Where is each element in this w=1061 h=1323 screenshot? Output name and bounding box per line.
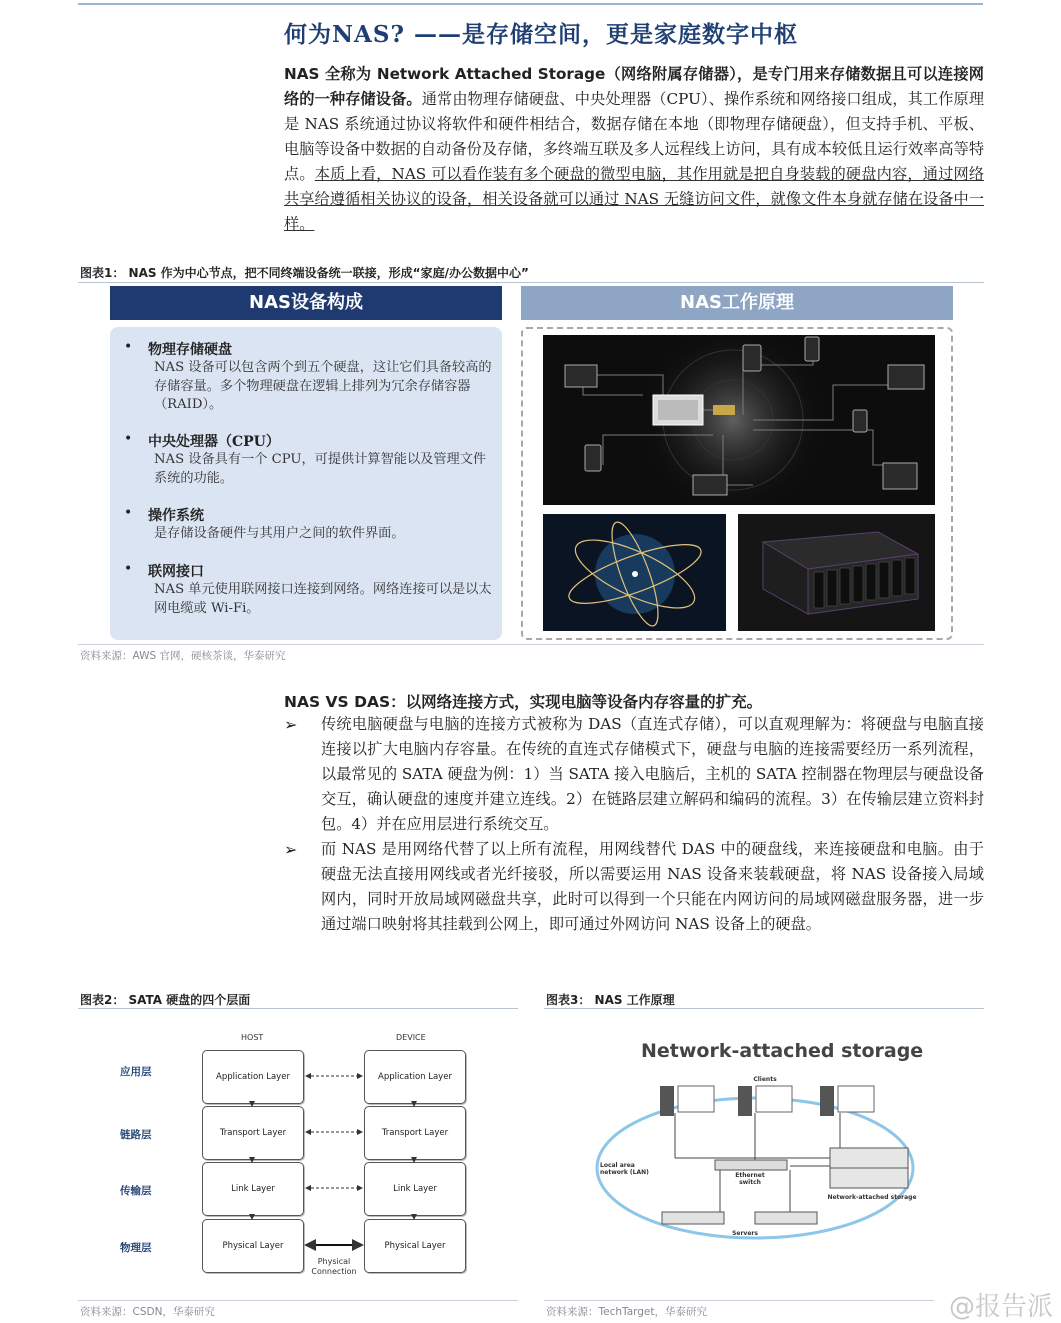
monitor-icon [565, 365, 597, 387]
bullet: • [124, 561, 133, 577]
section2-bullet-text: 而 NAS 是用网络代替了以上所有流程，用网线替代 DAS 中的硬盘线，来连接硬盘和电脑。由于硬盘无法直接用网线或者光纤接驳，所以需要运用 NAS 设备来装载硬盘，将 NAS 设备接入局域网内，同时开放局域网磁盘共享，此时可以得到一个只能在内网访问的局域网磁盘服务器，进一步通过端口映射将其挂载到公网上，即可通过外网访问 NAS 设备上的硬盘。 [321, 840, 984, 933]
nas-device-photo [738, 514, 935, 631]
phone-icon [853, 410, 867, 432]
component-desc: NAS 单元使用联网接口连接到网络。网络连接可以是以太网电缆或 Wi-Fi。 [154, 582, 492, 616]
component-title: 联网接口 [148, 564, 204, 580]
host-application-layer: Application Layer [202, 1050, 304, 1104]
device-application-layer: Application Layer [364, 1050, 466, 1104]
nas-components-panel [110, 327, 502, 640]
device-physical-layer: Physical Layer [364, 1219, 466, 1273]
nas-label: Network-attached storage [827, 1194, 917, 1201]
figure3-caption-rule [544, 1008, 984, 1009]
client-computer-icon [660, 1086, 714, 1116]
laptop-icon [693, 475, 727, 495]
figure1-source-rule [78, 644, 984, 645]
component-desc: 是存储设备硬件与其用户之间的软件界面。 [154, 526, 405, 541]
figure3-source-rule [544, 1300, 934, 1301]
nas-network-diagram [590, 1068, 920, 1248]
intro-underlined: 本质上看，NAS 可以看作装有多个硬盘的微型电脑，其作用就是把自身装载的硬盘内容，通过网络共享给遵循相关协议的设备，相关设备就可以通过 NAS 无缝访问文件，就像文件本身就存储在设备中一样。 [284, 165, 985, 233]
monitor-icon [888, 365, 924, 389]
row-label: 链路层 [120, 1129, 152, 1141]
watermark: @报告派 [948, 1292, 1053, 1322]
figure1-caption: 图表1： NAS 作为中心节点，把不同终端设备统一联接，形成“家庭/办公数据中心” [80, 266, 529, 280]
host-link-layer: Link Layer [202, 1162, 304, 1216]
server-icon [662, 1212, 724, 1224]
globe-illustration [543, 514, 726, 631]
nas-storage-icon [830, 1148, 908, 1188]
figure3-source: 资料来源：TechTarget，华泰研究 [546, 1306, 708, 1318]
figure1-right-header: NAS工作原理 [521, 286, 953, 320]
arrow-bullet-icon: ➢ [284, 715, 298, 734]
device-transport-layer: Transport Layer [364, 1106, 466, 1160]
figure1-left-header: NAS设备构成 [110, 286, 502, 320]
row-label: 传输层 [120, 1185, 152, 1197]
figure3-caption: 图表3： NAS 工作原理 [546, 993, 675, 1007]
page-title: 何为NAS? ——是存储空间，更是家庭数字中枢 [284, 21, 798, 48]
layer-connectors [78, 1012, 518, 1292]
row-label: 物理层 [120, 1242, 152, 1254]
section2-heading: NAS VS DAS：以网络连接方式，实现电脑等设备内存容量的扩充。 [284, 693, 763, 711]
client-computer-icon [738, 1086, 792, 1116]
figure2-caption-rule [78, 1008, 518, 1009]
host-label: HOST [241, 1033, 264, 1042]
intro-paragraph [284, 62, 984, 237]
intro-bold: NAS 全称为 Network Attached Storage（网络附属存储器），是专门用来存储数据且可以连接网络的一种存储设备。 [284, 65, 984, 108]
bullet: • [124, 339, 133, 355]
host-physical-layer: Physical Layer [202, 1219, 304, 1273]
tablet-icon [585, 445, 601, 471]
server-icon [755, 1212, 817, 1224]
lan-label: Local area network (LAN) [600, 1162, 649, 1176]
arrow-bullet-icon: ➢ [284, 840, 298, 859]
router-icon [713, 405, 735, 415]
switch-label: Ethernet switch [735, 1172, 765, 1186]
figure2-source: 资料来源：CSDN，华泰研究 [80, 1306, 215, 1318]
bullet: • [124, 431, 133, 447]
figure2-source-rule [78, 1300, 518, 1301]
component-title: 物理存储硬盘 [148, 342, 232, 358]
device-label: DEVICE [396, 1033, 426, 1042]
figure1-caption-rule [78, 282, 984, 283]
bullet: • [124, 505, 133, 521]
figure1-source: 资料来源：AWS 官网，硬核茶谈，华泰研究 [80, 650, 286, 662]
monitor-icon [883, 463, 917, 489]
component-desc: NAS 设备可以包含两个到五个硬盘，这让它们具备较高的存储容量。多个物理硬盘在逻辑上排列为冗余存储容器（RAID）。 [154, 360, 492, 413]
client-computer-icon [820, 1086, 874, 1116]
component-desc: NAS 设备具有一个 CPU，可提供计算智能以及管理文件系统的功能。 [154, 452, 487, 486]
row-label: 应用层 [120, 1066, 152, 1078]
phone-icon [805, 337, 819, 361]
component-title: 操作系统 [148, 508, 204, 524]
host-transport-layer: Transport Layer [202, 1106, 304, 1160]
ethernet-switch-icon [715, 1160, 787, 1170]
clients-label: Clients [753, 1076, 777, 1083]
nas-device-icon [653, 395, 703, 425]
nas-network-illustration [543, 335, 935, 505]
servers-label: Servers [732, 1230, 758, 1237]
intro-normal: 通常由物理存储硬盘、中央处理器（CPU）、操作系统和网络接口组成，其工作原理是 NAS 系统通过协议将软件和硬件相结合，数据存储在本地（即物理存储硬盘），但支持手机、平板、电脑等设备中数据的自动备份及存储，多终端互联及多人远程线上访问，具有成本较低且运行效率高等特点。 [284, 90, 985, 183]
top-rule [78, 3, 983, 5]
sata-layers-diagram [78, 1012, 518, 1292]
device-link-layer: Link Layer [364, 1162, 466, 1216]
physical-connection-label: Physical Connection [311, 1257, 357, 1276]
phone-icon [743, 345, 761, 371]
figure3-title: Network-attached storage [641, 1040, 924, 1062]
component-title: 中央处理器（CPU） [148, 434, 280, 450]
figure2-caption: 图表2： SATA 硬盘的四个层面 [80, 993, 251, 1007]
section2-bullet-text: 传统电脑硬盘与电脑的连接方式被称为 DAS（直连式存储），可以直观理解为：将硬盘与电脑直接连接以扩大电脑内存容量。在传统的直连式存储模式下，硬盘与电脑的连接需要经历一系列流程，以最常见的 SATA 硬盘为例：1）当 SATA 接入电脑后，主机的 SATA 控制器在物理层与硬盘设备交互，确认硬盘的速度并建立连线。2）在链路层建立解码和编码的流程。3）在传输层建立资料封包。4）并在应用层进行系统交互。 [321, 715, 984, 833]
